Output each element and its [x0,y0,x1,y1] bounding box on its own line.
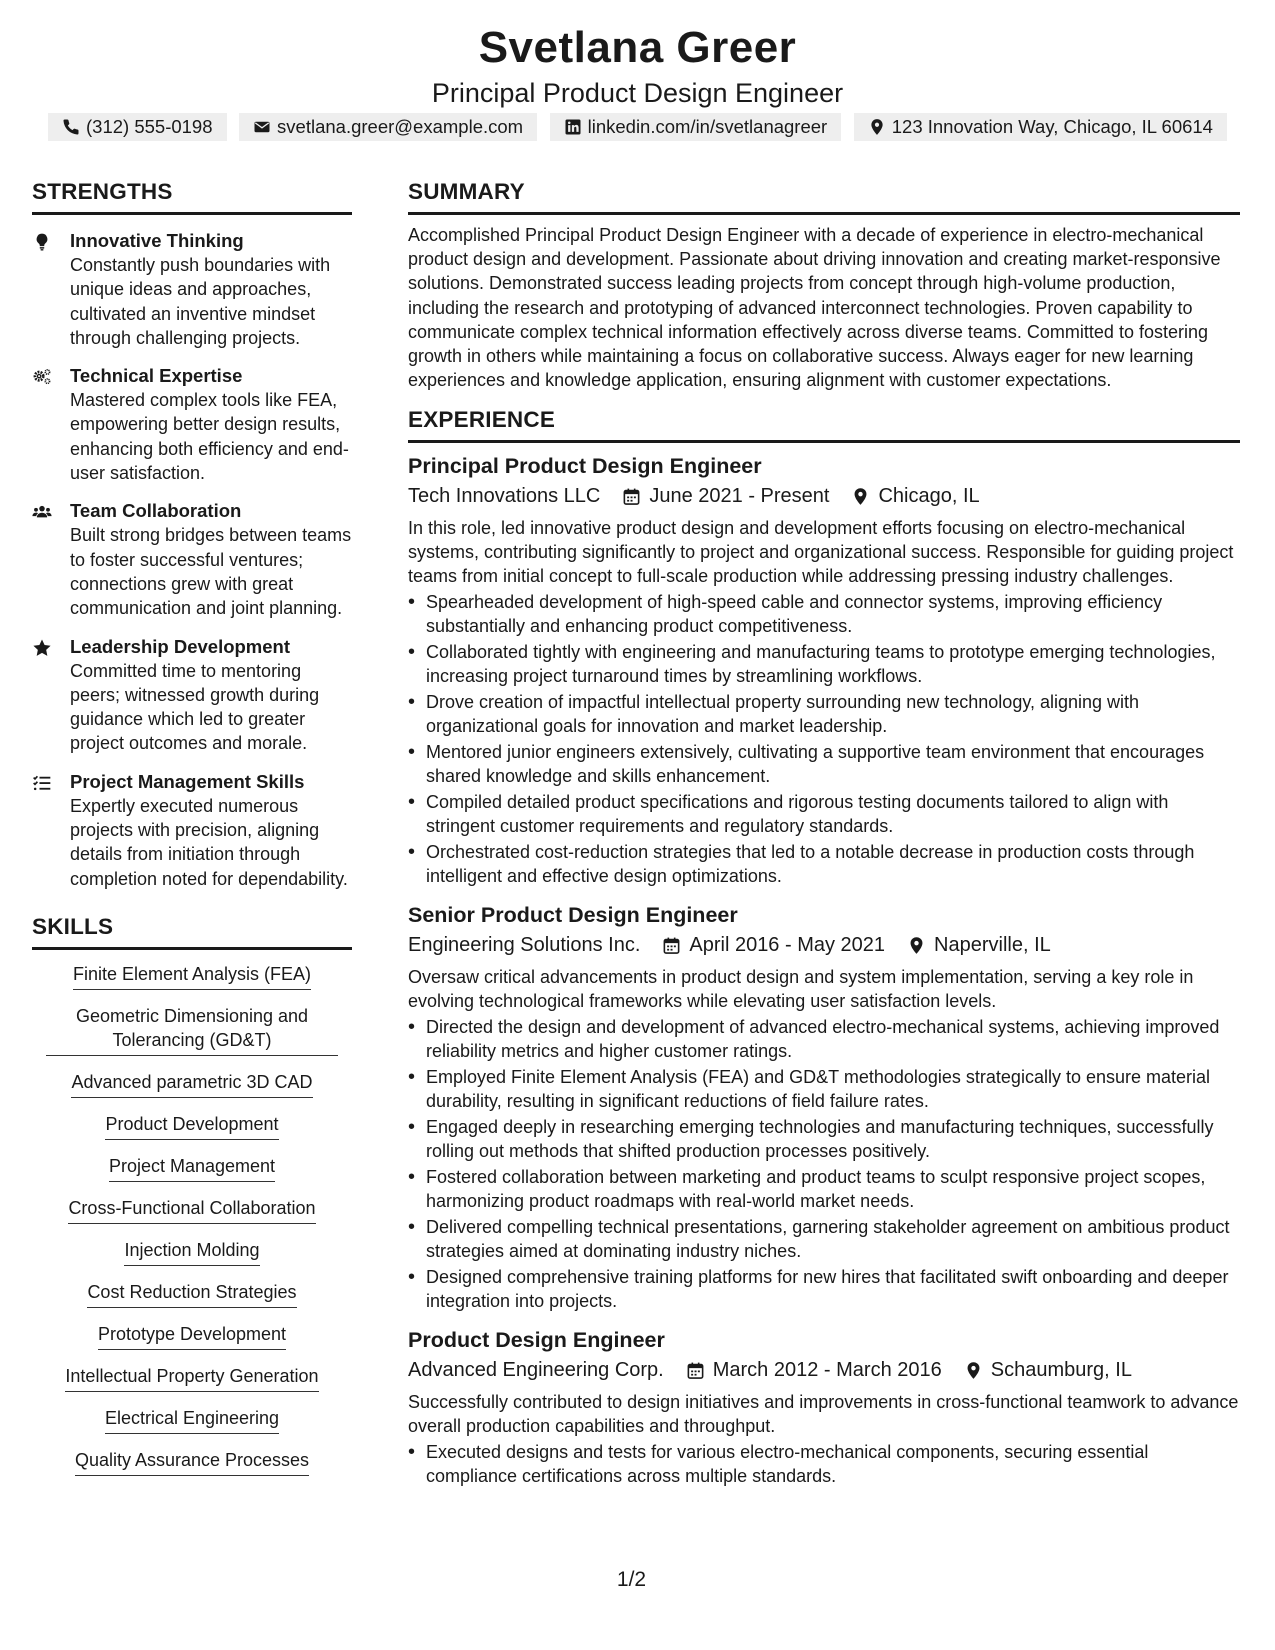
candidate-title: Principal Product Design Engineer [431,78,844,108]
map-pin-icon [851,487,870,506]
strength-name: Team Collaboration [70,500,242,522]
skill-item: Finite Element Analysis (FEA) [73,962,311,990]
summary-heading: SUMMARY [408,178,1240,215]
strength-item [32,635,352,756]
strength-desc: Constantly push boundaries with unique ideas and approaches, cultivated an inventive mindset through challenging projects. [70,255,331,348]
contact-address[interactable] [854,113,1227,141]
job-bullet: • Drove creation of impactful intellectual property surrounding new technology, aligning with organizational goals for innovation and market leadership. [408,690,1240,738]
job-company: Advanced Engineering Corp. [408,1359,664,1382]
job-bullets [408,590,1240,888]
skill-item: Quality Assurance Processes [75,1448,309,1476]
phone-text: (312) 555-0198 [86,116,213,137]
job-bullet: • Collaborated tightly with engineering and manufacturing teams to prototype emerging technologies, increasing project turnaround times by streamlining workflows. [408,640,1240,688]
job-bullet: • Directed the design and development of advanced electro-mechanical systems, achieving improved reliability metrics and higher customer ratings. [408,1015,1240,1063]
checklist-icon [32,773,52,793]
job-meta [408,931,1240,959]
job-location: Schaumburg, IL [990,1359,1132,1382]
envelope-icon [253,118,271,136]
candidate-name: Svetlana Greer [478,23,797,72]
phone-icon [62,118,80,136]
job-description: Oversaw critical advancements in product design and system implementation, serving a key role in evolving technological frameworks while elevating user satisfaction levels. [408,967,1194,1012]
job-bullet: • Orchestrated cost-reduction strategies that led to a notable decrease in production costs through intelligent and effective design optimizations. [408,840,1240,888]
skill-item: Project Management [109,1154,275,1182]
map-pin-icon [868,118,886,136]
job-dates: March 2012 - March 2016 [712,1359,942,1382]
job-dates: April 2016 - May 2021 [689,934,886,957]
strength-item [32,364,352,485]
map-pin-icon [964,1361,983,1380]
contact-bar [48,113,1227,141]
job-role: Principal Product Design Engineer [408,454,762,479]
job-bullet: • Executed designs and tests for various electro-mechanical components, securing essential compliance certifications across multiple standards. [408,1440,1240,1488]
users-icon [32,502,52,522]
job-bullet: • Spearheaded development of high-speed cable and connector systems, improving efficiency substantially and enhancing product competitiveness. [408,590,1240,638]
job-location: Naperville, IL [934,934,1051,957]
job-bullet: • Compiled detailed product specifications and rigorous testing documents tailored to align with stringent customer requirements and regulatory standards. [408,790,1240,838]
experience-heading: EXPERIENCE [408,406,1240,443]
strength-item [32,770,352,891]
strength-name: Project Management Skills [70,770,305,792]
star-icon [32,638,52,658]
job-bullet: • Designed comprehensive training platforms for new hires that facilitated swift onboarding and deeper integration into projects. [408,1265,1240,1313]
job-entry [408,900,1240,1313]
job-dates: June 2021 - Present [649,485,830,508]
calendar-icon [622,487,641,506]
calendar-icon [662,936,681,955]
job-location: Chicago, IL [878,485,980,508]
strength-desc: Built strong bridges between teams to foster successful ventures; connections grew with great communication and joint planning. [70,525,352,619]
skill-item: Prototype Development [98,1322,286,1350]
strength-item [32,499,352,620]
calendar-icon [686,1361,705,1380]
strength-item [32,229,352,350]
contact-email[interactable] [239,113,537,141]
linkedin-icon [564,118,582,136]
job-entry [408,451,1240,888]
job-bullet: • Employed Finite Element Analysis (FEA) and GD&T methodologies strategically to ensure material durability, resulting in significant reductions of field failure rates. [408,1065,1240,1113]
skills-heading: SKILLS [32,913,352,950]
strength-desc: Expertly executed numerous projects with precision, aligning details from initiation through completion noted for dependability. [70,795,348,889]
job-bullet: • Mentored junior engineers extensively, cultivating a supportive team environment that encourages shared knowledge and skills enhancement. [408,740,1240,788]
job-description: Successfully contributed to design initiatives and improvements in cross-functional teamwork to advance overall production capabilities and throughput. [408,1392,1239,1437]
strengths-heading: STRENGTHS [32,178,352,215]
strength-name: Technical Expertise [70,365,243,387]
skill-item: Electrical Engineering [105,1406,279,1434]
skill-item: Cost Reduction Strategies [87,1280,296,1308]
job-description: In this role, led innovative product design and development efforts focusing on electro-mechanical systems, contributing significantly to project and organizational success. Responsible for guiding project teams from initial concept to full-scale production while addressing pressing industry challenges. [408,518,1234,587]
skills-list [32,962,352,1476]
strength-name: Leadership Development [70,635,291,657]
summary-text: Accomplished Principal Product Design Engineer with a decade of experience in electro-mechanical product design and development. Passionate about driving innovation and creating market-responsive solutions. Demonstrated success leading projects from concept through high-volume production, including the research and prototyping of advanced interconnect technologies. Proven capability to communicate complex technical information effectively across diverse teams. Committed to fostering growth in others while maintaining a focus on collaborative success. Always eager for new learning experiences and knowledge application, ensuring alignment with customer expectations. [408,225,1221,391]
job-bullet: • Engaged deeply in researching emerging technologies and manufacturing techniques, successfully rolling out methods that shifted production processes positively. [408,1115,1240,1163]
contact-linkedin[interactable] [550,113,842,141]
job-entry [408,1325,1240,1488]
right-column [408,178,1240,1490]
page-number: 1/2 [616,1568,647,1591]
job-bullets [408,1440,1240,1488]
skill-item: Advanced parametric 3D CAD [71,1070,312,1098]
gears-icon [32,367,52,387]
skill-item: Injection Molding [124,1238,259,1266]
skill-item: Product Development [105,1112,278,1140]
job-bullets [408,1015,1240,1313]
skill-item: Intellectual Property Generation [65,1364,318,1392]
strength-desc: Mastered complex tools like FEA, empowering better design results, enhancing both efficiency and end-user satisfaction. [70,390,349,484]
left-column [32,178,352,1490]
skill-item: Cross-Functional Collaboration [68,1196,315,1224]
lightbulb-icon [32,232,52,252]
address-text: 123 Innovation Way, Chicago, IL 60614 [891,116,1213,137]
job-company: Engineering Solutions Inc. [408,934,641,957]
email-text: svetlana.greer@example.com [277,116,524,137]
job-role: Product Design Engineer [408,1328,665,1353]
job-meta [408,482,1240,510]
linkedin-text: linkedin.com/in/svetlanagreer [587,116,828,137]
resume-header [0,22,1275,110]
strength-desc: Committed time to mentoring peers; witnessed growth during guidance which led to greater project outcomes and morale. [70,660,320,754]
job-bullet: • Fostered collaboration between marketing and product teams to sculpt responsive project scopes, harmonizing product roadmaps with real-world market needs. [408,1165,1240,1213]
contact-phone[interactable] [48,113,227,141]
job-meta [408,1356,1240,1384]
job-company: Tech Innovations LLC [408,485,601,508]
job-bullet: • Delivered compelling technical presentations, garnering stakeholder agreement on ambitious product strategies aimed at dominating industry niches. [408,1215,1240,1263]
map-pin-icon [907,936,926,955]
skill-item: Geometric Dimensioning and Tolerancing (GD&T) [46,1004,338,1056]
strength-name: Innovative Thinking [70,230,244,251]
job-role: Senior Product Design Engineer [408,903,738,928]
